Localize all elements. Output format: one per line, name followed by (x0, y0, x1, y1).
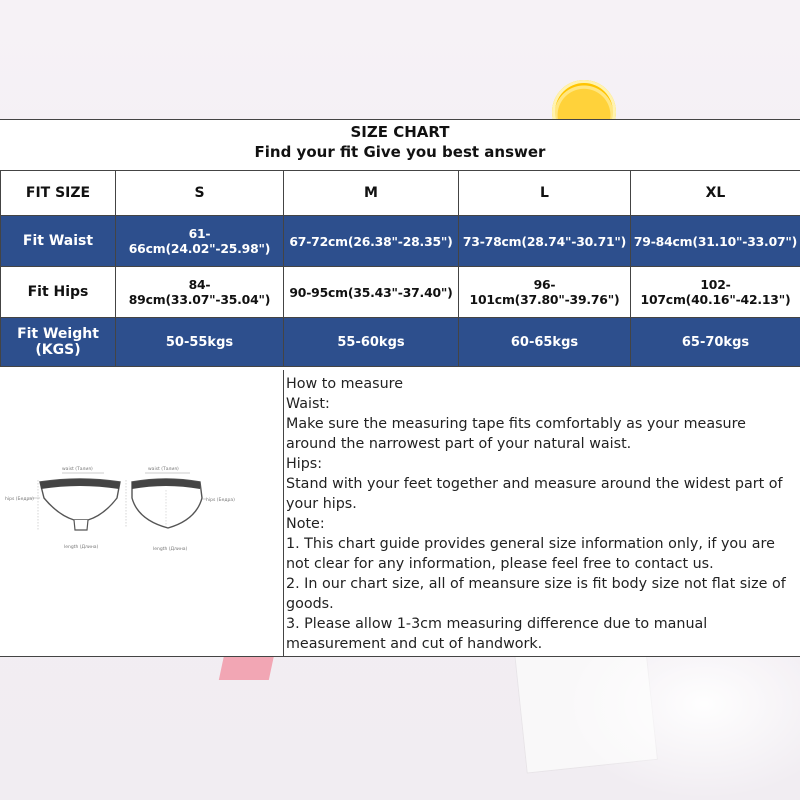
front-length-label: length (Длина) (64, 545, 99, 550)
table-cell: 96-101cm(37.80"-39.76") (459, 267, 631, 318)
table-cell: 90-95cm(35.43"-37.40") (284, 267, 459, 318)
column-header: FIT SIZE (1, 171, 116, 216)
title-band (0, 120, 800, 171)
chart-title: SIZE CHART (350, 123, 450, 141)
column-header: S (116, 171, 284, 216)
background-veil (560, 640, 800, 800)
waist-title: Waist: (286, 396, 330, 412)
table-cell: 102-107cm(40.16"-42.13") (631, 267, 800, 318)
front-waist-label: waist (Талия) (62, 467, 93, 472)
row-label: Fit Waist (1, 216, 116, 267)
size-table (0, 170, 800, 367)
table-cell: 84-89cm(33.07"-35.04") (116, 267, 284, 318)
back-hips-label: hips (Бедра) (206, 498, 235, 503)
lower-section (0, 370, 800, 656)
back-length-label: length (Длина) (153, 547, 188, 552)
table-cell: 67-72cm(26.38"-28.35") (284, 216, 459, 267)
waist-text: Make sure the measuring tape fits comfortably as your measure around the narrowest part of your natural waist. (286, 416, 746, 452)
column-header: M (284, 171, 459, 216)
column-header: L (459, 171, 631, 216)
back-view-illustration (126, 466, 235, 552)
front-hips-label: hips (Бедра) (5, 497, 34, 502)
back-waist-label: waist (Талия) (148, 467, 179, 472)
column-header: XL (631, 171, 800, 216)
row-label: Fit Hips (1, 267, 116, 318)
size-chart-sheet (0, 119, 800, 657)
table-row (1, 318, 800, 367)
table-cell: 61-66cm(24.02"-25.98") (116, 216, 284, 267)
measurement-instructions (284, 370, 798, 656)
instructions-heading: How to measure (286, 376, 403, 392)
table-cell: 65-70kgs (631, 318, 800, 367)
front-view-illustration (5, 466, 120, 550)
note-title: Note: (286, 516, 325, 532)
note-item: 3. Please allow 1-3cm measuring difference due to manual measurement and cut of handwork. (286, 616, 708, 652)
table-header-row (1, 171, 800, 216)
hips-text: Stand with your feet together and measure around the widest part of your hips. (286, 476, 783, 512)
row-label: Fit Weight (KGS) (1, 318, 116, 367)
table-cell: 50-55kgs (116, 318, 284, 367)
table-cell: 79-84cm(31.10"-33.07") (631, 216, 800, 267)
chart-subtitle: Find your fit Give you best answer (254, 143, 546, 161)
table-row (1, 216, 800, 267)
note-item: 1. This chart guide provides general size information only, if you are not clear for any information, please feel free to contact us. (286, 536, 775, 572)
table-row (1, 267, 800, 318)
table-cell: 55-60kgs (284, 318, 459, 367)
table-cell: 60-65kgs (459, 318, 631, 367)
measurement-diagram (0, 370, 284, 656)
table-cell: 73-78cm(28.74"-30.71") (459, 216, 631, 267)
hips-title: Hips: (286, 456, 323, 472)
underwear-diagram-svg (0, 370, 283, 656)
note-item: 2. In our chart size, all of meansure size is fit body size not flat size of goods. (286, 576, 786, 612)
